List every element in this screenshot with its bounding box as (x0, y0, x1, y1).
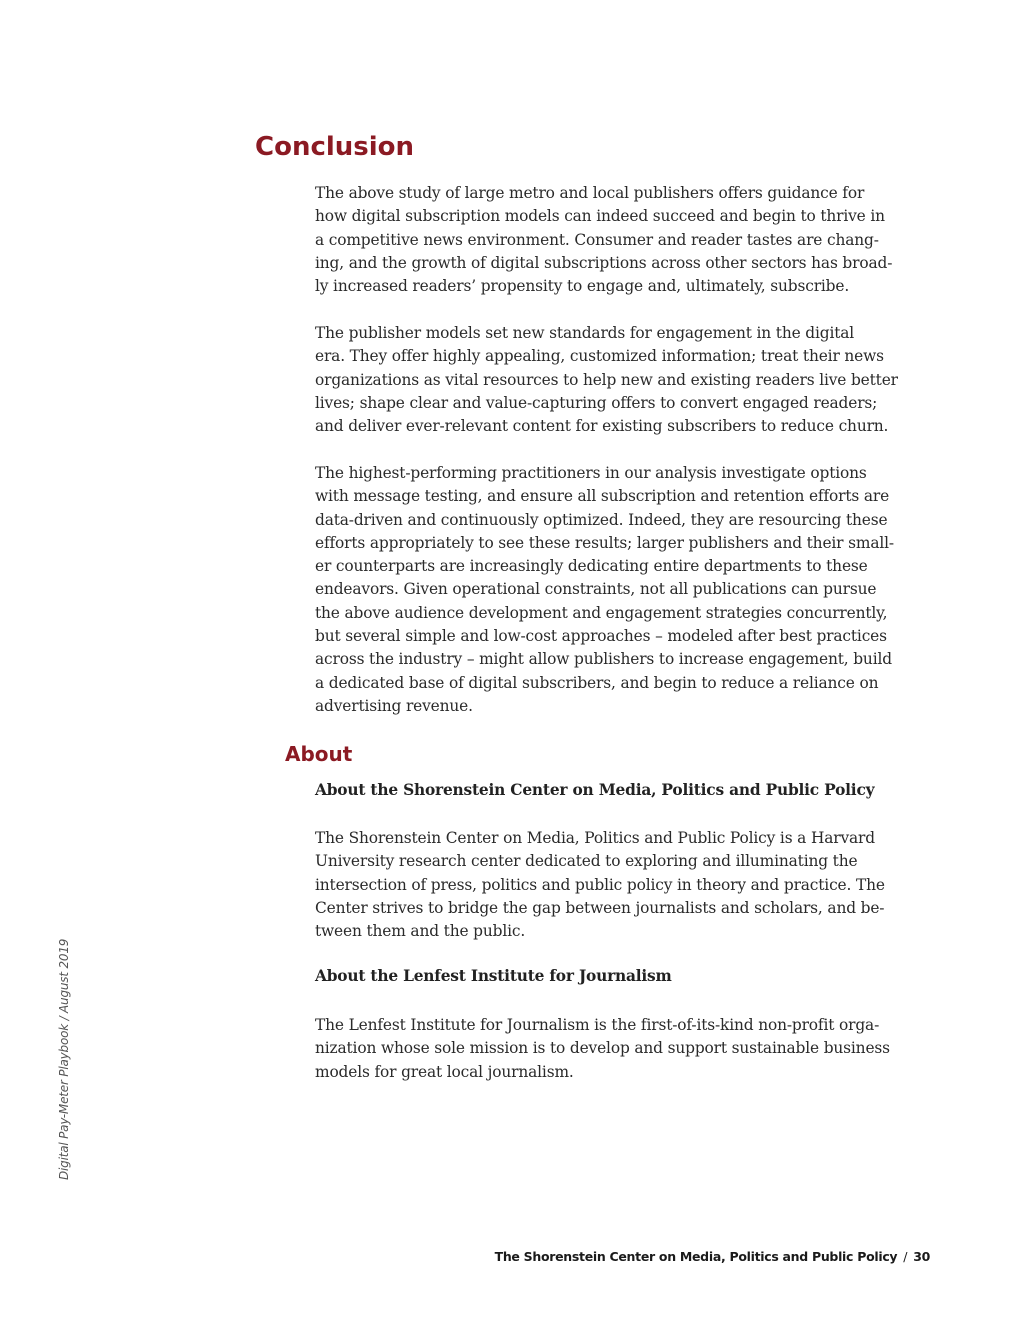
paragraph-lines (315, 182, 931, 298)
text-line: ly increased readers’ propensity to engage and, ultimately, subscribe. (315, 277, 850, 296)
text-line: The publisher models set new standards for engagement in the digital (315, 324, 855, 342)
page-number: 30 (913, 1249, 930, 1264)
text-line: data-driven and continuously optimized. Indeed, they are resourcing these (315, 510, 888, 529)
text-line: with message testing, and ensure all subscription and retention efforts are (315, 487, 890, 506)
shorenstein-paragraph (315, 827, 931, 943)
text-line: endeavors. Given operational constraints, not all publications can pursue (315, 580, 877, 599)
text-line: organizations as vital resources to help new and existing readers live better (315, 370, 898, 389)
text-line: a dedicated base of digital subscribers, and begin to reduce a reliance on (315, 673, 879, 692)
text-line: tween them and the public. (315, 922, 526, 941)
lenfest-heading: About the Lenfest Institute for Journalism (315, 967, 672, 985)
text-line: efforts appropriately to see these results; larger publishers and their small- (315, 533, 894, 552)
about-title: About (285, 742, 353, 766)
page-footer (495, 1249, 930, 1264)
text-line: across the industry – might allow publishers to increase engagement, build (315, 650, 892, 669)
paragraph-lines (315, 1014, 931, 1084)
footer-org-name: The Shorenstein Center on Media, Politics and Public Policy (494, 1249, 898, 1264)
text-line: Center strives to bridge the gap between journalists and scholars, and be- (315, 898, 885, 917)
side-running-title: Digital Pay-Meter Playbook / August 2019 (57, 938, 71, 1180)
text-line: models for great local journalism. (315, 1062, 574, 1081)
footer-separator: / (903, 1249, 908, 1264)
text-line: intersection of press, politics and public policy in theory and practice. The (315, 875, 885, 894)
conclusion-paragraph-2 (315, 322, 931, 438)
text-line: University research center dedicated to exploring and illuminating the (315, 852, 858, 871)
text-line: a competitive news environment. Consumer and reader tastes are chang- (315, 230, 879, 249)
conclusion-paragraph-3 (315, 462, 931, 718)
text-line: lives; shape clear and value-capturing offers to convert engaged readers; (315, 393, 878, 412)
text-line: The Shorenstein Center on Media, Politics and Public Policy is a Harvard (315, 829, 875, 847)
text-line: ing, and the growth of digital subscriptions across other sectors has broad- (315, 253, 893, 272)
text-line: nization whose sole mission is to develop and support sustainable business (315, 1039, 890, 1058)
text-line: the above audience development and engagement strategies concurrently, (315, 603, 888, 622)
text-line: advertising revenue. (315, 696, 473, 715)
text-line: The above study of large metro and local publishers offers guidance for (315, 184, 865, 202)
paragraph-lines (315, 462, 931, 718)
text-line: how digital subscription models can indeed succeed and begin to thrive in (315, 207, 885, 226)
text-line: era. They offer highly appealing, customized information; treat their news (315, 347, 884, 366)
text-line: The highest-performing practitioners in our analysis investigate options (315, 464, 867, 482)
text-line: er counterparts are increasingly dedicating entire departments to these (315, 557, 868, 576)
shorenstein-heading: About the Shorenstein Center on Media, Politics and Public Policy (315, 781, 875, 799)
text-line: The Lenfest Institute for Journalism is the first-of-its-kind non-profit orga- (315, 1016, 880, 1034)
paragraph-lines (315, 827, 931, 943)
conclusion-title: Conclusion (255, 132, 415, 162)
paragraph-lines (315, 322, 931, 438)
conclusion-paragraph-1 (315, 182, 931, 298)
text-line: but several simple and low-cost approaches – modeled after best practices (315, 627, 887, 646)
text-line: and deliver ever-relevant content for existing subscribers to reduce churn. (315, 417, 889, 436)
lenfest-paragraph (315, 1014, 931, 1084)
